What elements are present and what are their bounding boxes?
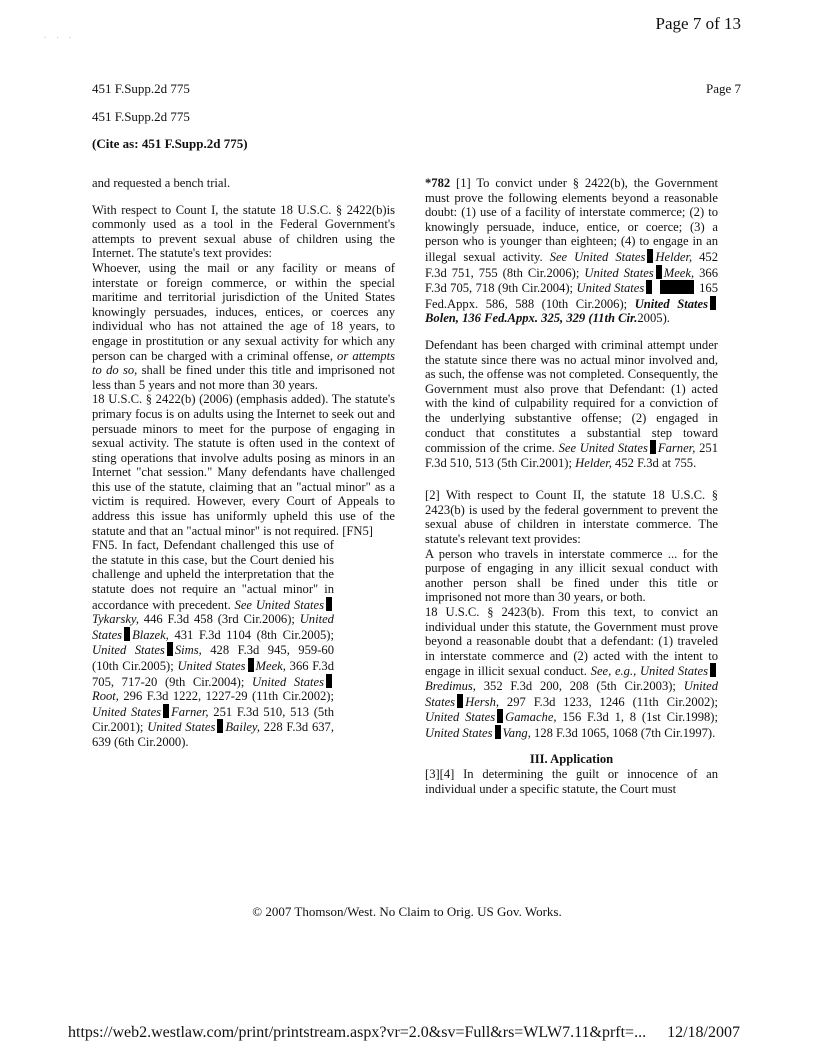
paragraph: [3][4] In determining the guilt or innocence of an individual under a specific statute, the Court must [425, 766, 718, 796]
paragraph: 18 U.S.C. § 2422(b) (2006) (emphasis added). The statute's primary focus is on adults using the Internet to seek out and persuade minors to meet for the purpose of engaging in sexual activity. The statute is often used in the context of sting operations that involve adults posing as minors in an Internet "chat session." Many defendants have challenged this use of the statute, claiming that an "actual minor" as a victim is required. However, every Court of Appeals to address this issue has uniformly upheld this use of the statute and that an "actual minor" is not required. [FN5] [92, 392, 395, 538]
redaction-mark [656, 265, 662, 279]
redaction-mark [248, 658, 254, 672]
redaction-mark [710, 663, 716, 677]
footnote: FN5. In fact, Defendant challenged this use of the statute in this case, but the Court denied his challenge and upheld the interpretation that the statute does not require an "actual minor" in accordance with precedent. See United StatesTykarsky, 446 F.3d 458 (3rd Cir.2006); United States Blazek, 431 F.3d 1104 (8th Cir.2005); United States Sims, 428 F.3d 945, 959-60 (10th Cir.2005); United States Meek, 366 F.3d 705, 717-20 (9th Cir.2004); United StatesRoot, 296 F.3d 1222, 1227-29 (11th Cir.2002); United States Farner, 251 F.3d 510, 513 (5th Cir.2001); United States Bailey, 228 F.3d 637, 639 (6th Cir.2000). [92, 538, 334, 749]
paragraph: *782 [1] To convict under § 2422(b), the Government must prove the following elements beyond a reasonable doubt: (1) use of a facility of interstate commerce; (2) to knowingly persuade, induce, entice, or coerce; (3) a person who is younger than eighteen; (4) to engage in an illegal sexual activity. See United States Helder, 452 F.3d 751, 755 (8th Cir.2006); United States Meek, 366 F.3d 705, 718 (9th Cir.2004); United States 165 Fed.Appx. 586, 588 (10th Cir.2006); United StatesBolen, 136 Fed.Appx. 325, 329 (11th Cir.2005). [425, 176, 719, 326]
print-url: https://web2.westlaw.com/print/printstream.aspx?vr=2.0&sv=Full&rs=WLW7.11&prft=... [68, 1024, 647, 1041]
print-date: 12/18/2007 [667, 1024, 740, 1041]
right-column [425, 176, 718, 796]
redaction-mark [326, 674, 332, 688]
citation-line: 451 F.Supp.2d 775 [92, 109, 190, 124]
redaction-mark [497, 709, 503, 723]
section-heading: III. Application [529, 752, 614, 767]
redaction-mark [124, 627, 130, 641]
redaction-mark [163, 704, 169, 718]
left-column [92, 176, 395, 762]
statute-quote: A person who travels in interstate commerce ... for the purpose of engaging in any illicit sexual conduct with another person shall be fined under this title or imprisoned not more than 30 years, or both. [425, 546, 718, 605]
redaction-mark [660, 280, 694, 294]
cite-as: (Cite as: 451 F.Supp.2d 775) [92, 136, 248, 151]
redaction-mark [167, 642, 173, 656]
redaction-mark [646, 280, 652, 294]
copyright-notice: © 2007 Thomson/West. No Claim to Orig. US Gov. Works. [252, 904, 562, 919]
statute-quote: Whoever, using the mail or any facility or means of interstate or foreign commerce, or within the special maritime and territorial jurisdiction of the United States knowingly persuades, induces, entices, or coerces any individual who has not attained the age of 18 years, to engage in prostitution or any sexual activity for which any person can be charged with a criminal offense, or attempts to do so, shall be fined under this title and imprisoned not less than 5 years and not more than 30 years. [92, 260, 395, 392]
redaction-mark [495, 725, 501, 739]
paragraph: [2] With respect to Count II, the statute 18 U.S.C. § 2423(b) is used by the federal government to prevent the sexual abuse of children in interstate commerce. The statute's relevant text provides: [425, 488, 718, 547]
page-number: Page 7 [705, 81, 741, 96]
paragraph: Defendant has been charged with criminal attempt under the statute since there was no actual minor involved and, as such, the offense was not completed. Consequently, the Government must also prove that Defendant: (1) acted with the kind of culpability required for a conviction of the underlying substantive offense; (2) engaged in conduct that constitutes a substantial step toward commission of the crime. See United States Farner, 251 F.3d 510, 513 (5th Cir.2001); Helder, 452 F.3d at 755. [425, 337, 718, 470]
redaction-mark [326, 597, 332, 611]
redaction-mark [457, 694, 463, 708]
page-count: Page 7 of 13 [655, 14, 741, 33]
redaction-mark [647, 249, 653, 263]
scan-artifact: . . . [44, 30, 76, 40]
paragraph: and requested a bench trial. [92, 176, 231, 190]
redaction-mark [650, 440, 656, 454]
redaction-mark [710, 296, 716, 310]
redaction-mark [217, 719, 223, 733]
paragraph: 18 U.S.C. § 2423(b). From this text, to convict an individual under this statute, the Government must prove beyond a reasonable doubt that a defendant: (1) traveled in interstate commerce and (2) acted with the intent to engage in illicit sexual conduct. See, e.g., United StatesBredimus, 352 F.3d 200, 208 (5th Cir.2003); United States Hersh, 297 F.3d 1233, 1246 (11th Cir.2002); United States Gamache, 156 F.3d 1, 8 (1st Cir.1998); United States Vang, 128 F.3d 1065, 1068 (7th Cir.1997). [425, 605, 719, 740]
paragraph: With respect to Count I, the statute 18 U.S.C. § 2422(b)is commonly used as a tool in the Federal Government's attempts to prevent sexual abuse of children using the Internet. The statute's text provides: [92, 202, 395, 261]
citation-line: 451 F.Supp.2d 775 [92, 81, 190, 96]
